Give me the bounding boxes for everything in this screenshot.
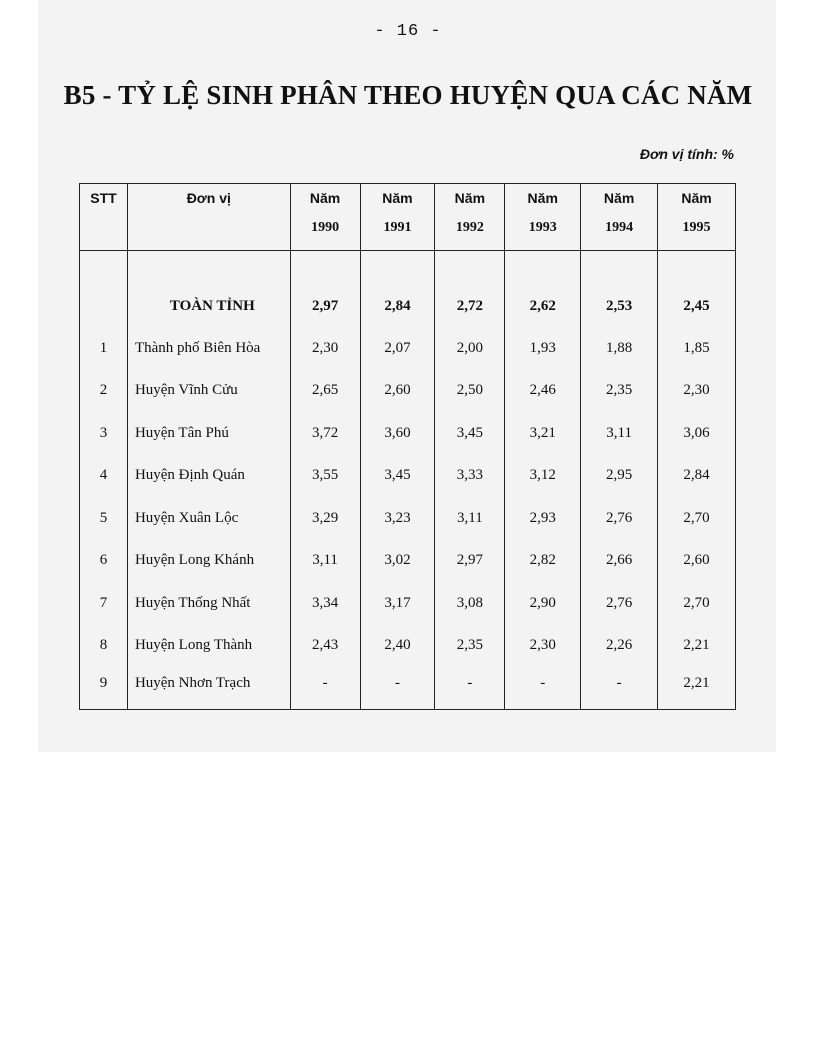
total-value: 2,97: [290, 285, 360, 327]
header-blank: [80, 220, 128, 251]
row-unit-name: Huyện Xuân Lộc: [127, 497, 290, 540]
row-value: 3,45: [360, 455, 435, 498]
row-value: -: [435, 667, 505, 710]
row-stt: 6: [80, 540, 128, 583]
row-value: 2,65: [290, 370, 360, 413]
row-value: 2,30: [290, 327, 360, 370]
row-value: 2,46: [505, 370, 581, 413]
row-unit-name: Huyện Tân Phú: [127, 412, 290, 455]
total-label: TOÀN TỈNH: [127, 285, 290, 327]
row-value: 3,11: [290, 540, 360, 583]
header-year-label: Năm: [360, 184, 435, 221]
row-value: 3,17: [360, 582, 435, 625]
header-year: 1992: [435, 220, 505, 251]
row-value: 3,11: [435, 497, 505, 540]
header-year-label: Năm: [658, 184, 736, 221]
row-value: 3,29: [290, 497, 360, 540]
row-value: 2,66: [581, 540, 658, 583]
row-stt: 9: [80, 667, 128, 710]
total-value: 2,53: [581, 285, 658, 327]
row-value: 3,21: [505, 412, 581, 455]
header-year-label: Năm: [435, 184, 505, 221]
header-unit: Đơn vị: [127, 184, 290, 221]
row-unit-name: Huyện Vĩnh Cửu: [127, 370, 290, 413]
row-value: 2,76: [581, 582, 658, 625]
table-row: [80, 582, 736, 625]
row-value: 3,12: [505, 455, 581, 498]
row-value: 1,88: [581, 327, 658, 370]
row-stt: 2: [80, 370, 128, 413]
row-value: 2,21: [658, 667, 736, 710]
table-row: [80, 327, 736, 370]
row-value: 3,11: [581, 412, 658, 455]
table-row: [80, 625, 736, 668]
row-unit-name: Huyện Long Thành: [127, 625, 290, 668]
unit-note: Đơn vị tính: %: [639, 146, 734, 162]
header-blank: [127, 220, 290, 251]
row-value: 2,90: [505, 582, 581, 625]
row-value: 2,93: [505, 497, 581, 540]
row-value: 3,72: [290, 412, 360, 455]
header-year: 1995: [658, 220, 736, 251]
row-value: 2,35: [581, 370, 658, 413]
spacer-row: [80, 251, 736, 286]
row-unit-name: Huyện Nhơn Trạch: [127, 667, 290, 710]
row-value: 3,02: [360, 540, 435, 583]
table-row: [80, 455, 736, 498]
header-stt: STT: [80, 184, 128, 221]
table-row: [80, 540, 736, 583]
total-row: [80, 285, 736, 327]
row-value: 2,07: [360, 327, 435, 370]
header-year-label: Năm: [505, 184, 581, 221]
row-value: 1,85: [658, 327, 736, 370]
row-value: 3,60: [360, 412, 435, 455]
row-unit-name: Huyện Định Quán: [127, 455, 290, 498]
row-value: 2,97: [435, 540, 505, 583]
row-value: 2,26: [581, 625, 658, 668]
table-row: [80, 412, 736, 455]
row-value: 1,93: [505, 327, 581, 370]
header-year: 1994: [581, 220, 658, 251]
total-value: 2,84: [360, 285, 435, 327]
table-row: [80, 667, 736, 710]
total-stt: [80, 285, 128, 327]
row-value: 3,06: [658, 412, 736, 455]
header-year: 1993: [505, 220, 581, 251]
row-stt: 4: [80, 455, 128, 498]
row-value: 2,95: [581, 455, 658, 498]
row-value: 2,60: [658, 540, 736, 583]
row-value: 2,43: [290, 625, 360, 668]
row-value: 2,76: [581, 497, 658, 540]
row-value: 2,30: [658, 370, 736, 413]
total-value: 2,62: [505, 285, 581, 327]
row-value: 2,40: [360, 625, 435, 668]
row-stt: 8: [80, 625, 128, 668]
row-value: 2,50: [435, 370, 505, 413]
row-value: 2,30: [505, 625, 581, 668]
row-value: -: [360, 667, 435, 710]
row-value: -: [581, 667, 658, 710]
table-row: [80, 370, 736, 413]
total-value: 2,45: [658, 285, 736, 327]
row-unit-name: Thành phố Biên Hòa: [127, 327, 290, 370]
row-value: 3,45: [435, 412, 505, 455]
page-title: B5 - TỶ LỆ SINH PHÂN THEO HUYỆN QUA CÁC NĂM: [63, 80, 753, 110]
row-value: 3,08: [435, 582, 505, 625]
row-unit-name: Huyện Thống Nhất: [127, 582, 290, 625]
row-value: 3,55: [290, 455, 360, 498]
total-value: 2,72: [435, 285, 505, 327]
table-row: [80, 497, 736, 540]
row-value: 3,33: [435, 455, 505, 498]
row-value: 2,00: [435, 327, 505, 370]
row-value: 2,21: [658, 625, 736, 668]
row-value: 3,34: [290, 582, 360, 625]
row-value: 3,23: [360, 497, 435, 540]
header-year: 1990: [290, 220, 360, 251]
page-number: - 16 -: [374, 22, 442, 41]
row-value: 2,70: [658, 497, 736, 540]
header-year: 1991: [360, 220, 435, 251]
row-value: -: [290, 667, 360, 710]
row-stt: 7: [80, 582, 128, 625]
birth-rate-table: [79, 183, 736, 710]
row-unit-name: Huyện Long Khánh: [127, 540, 290, 583]
row-value: -: [505, 667, 581, 710]
row-value: 2,82: [505, 540, 581, 583]
row-stt: 1: [80, 327, 128, 370]
row-value: 2,60: [360, 370, 435, 413]
row-value: 2,35: [435, 625, 505, 668]
header-year-label: Năm: [290, 184, 360, 221]
row-value: 2,84: [658, 455, 736, 498]
row-stt: 5: [80, 497, 128, 540]
row-stt: 3: [80, 412, 128, 455]
row-value: 2,70: [658, 582, 736, 625]
header-year-label: Năm: [581, 184, 658, 221]
